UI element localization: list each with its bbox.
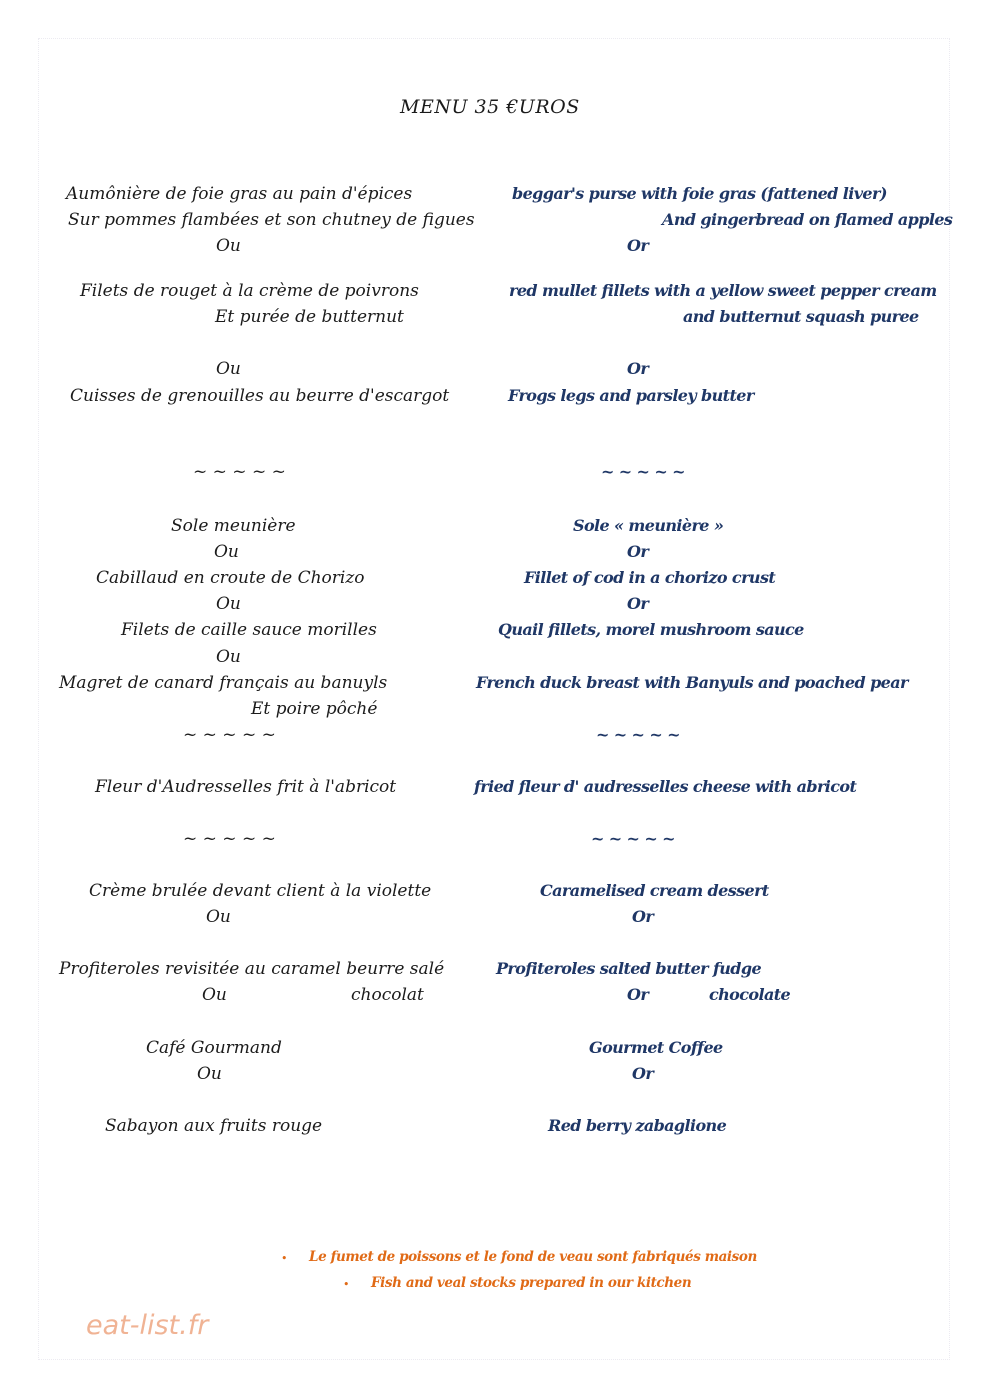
- separator-en-1: ~ ~ ~ ~ ~: [601, 462, 685, 481]
- dessert-3-en: Gourmet Coffee: [589, 1038, 723, 1057]
- main-or-en-2: Or: [627, 594, 649, 613]
- menu-title: MENU 35 €UROS: [400, 96, 580, 118]
- dessert-4-fr: Sabayon aux fruits rouge: [105, 1116, 323, 1136]
- starter-1-fr-line-1: Aumônière de foie gras au pain d'épices: [66, 184, 413, 204]
- dessert-or-en-1: Or: [632, 907, 654, 926]
- dessert-4-en: Red berry zabaglione: [548, 1116, 727, 1135]
- starter-3-fr: Cuisses de grenouilles au beurre d'escargot: [70, 386, 450, 406]
- bullet-icon: •: [281, 1252, 288, 1265]
- starter-2-en-line-2: and butternut squash puree: [683, 307, 919, 326]
- starter-or-fr-1: Ou: [216, 236, 241, 256]
- starter-3-en: Frogs legs and parsley butter: [508, 386, 754, 405]
- main-4-en: French duck breast with Banyuls and poached pear: [476, 673, 908, 692]
- main-or-fr-1: Ou: [214, 542, 239, 562]
- dessert-or-en-3: Or: [632, 1064, 654, 1083]
- separator-fr-3: ~ ~ ~ ~ ~: [183, 829, 276, 849]
- starter-or-fr-2: Ou: [216, 359, 241, 379]
- main-1-en: Sole « meunière »: [573, 516, 724, 535]
- separator-fr-2: ~ ~ ~ ~ ~: [183, 725, 276, 745]
- bullet-icon: •: [343, 1278, 350, 1291]
- main-or-en-1: Or: [627, 542, 649, 561]
- main-4-fr-line-1: Magret de canard français au banuyls: [59, 673, 388, 693]
- dessert-2-fr: Profiteroles revisitée au caramel beurre salé: [59, 959, 445, 979]
- separator-en-3: ~ ~ ~ ~ ~: [591, 829, 675, 848]
- main-4-fr-line-2: Et poire pôché: [251, 699, 378, 719]
- starter-or-en-1: Or: [627, 236, 649, 255]
- separator-en-2: ~ ~ ~ ~ ~: [596, 725, 680, 744]
- dessert-or-fr-1: Ou: [206, 907, 231, 927]
- main-2-en: Fillet of cod in a chorizo crust: [524, 568, 776, 587]
- starter-1-en-line-2: And gingerbread on flamed apples: [662, 210, 953, 229]
- main-or-fr-3: Ou: [216, 647, 241, 667]
- note-en: Fish and veal stocks prepared in our kitchen: [371, 1275, 692, 1291]
- main-2-fr: Cabillaud en croute de Chorizo: [96, 568, 365, 588]
- dessert-or-en-2: Or: [627, 985, 649, 1004]
- dessert-1-en: Caramelised cream dessert: [540, 881, 769, 900]
- cheese-en: fried fleur d' audresselles cheese with abricot: [474, 777, 857, 796]
- starter-or-en-2: Or: [627, 359, 649, 378]
- dessert-chocolat-fr: chocolat: [351, 985, 424, 1005]
- starter-1-fr-line-2: Sur pommes flambées et son chutney de figues: [68, 210, 475, 230]
- dessert-or-fr-2: Ou: [202, 985, 227, 1005]
- note-fr: Le fumet de poissons et le fond de veau sont fabriqués maison: [309, 1249, 757, 1265]
- starter-2-en-line-1: red mullet fillets with a yellow sweet pepper cream: [509, 281, 937, 300]
- main-or-fr-2: Ou: [216, 594, 241, 614]
- page-border: [38, 38, 953, 1360]
- dessert-chocolate-en: chocolate: [709, 985, 791, 1004]
- separator-fr-1: ~ ~ ~ ~ ~: [193, 462, 286, 482]
- dessert-2-en: Profiteroles salted butter fudge: [496, 959, 762, 978]
- dessert-or-fr-3: Ou: [197, 1064, 222, 1084]
- dessert-3-fr: Café Gourmand: [146, 1038, 282, 1058]
- main-3-en: Quail fillets, morel mushroom sauce: [498, 620, 804, 639]
- starter-2-fr-line-2: Et purée de butternut: [215, 307, 404, 327]
- starter-2-fr-line-1: Filets de rouget à la crème de poivrons: [80, 281, 419, 301]
- main-1-fr: Sole meunière: [171, 516, 296, 536]
- main-3-fr: Filets de caille sauce morilles: [121, 620, 377, 640]
- dessert-1-fr: Crème brulée devant client à la violette: [89, 881, 432, 901]
- cheese-fr: Fleur d'Audresselles frit à l'abricot: [95, 777, 397, 797]
- watermark-text: eat-list.fr: [86, 1310, 209, 1341]
- starter-1-en-line-1: beggar's purse with foie gras (fattened liver): [512, 184, 887, 203]
